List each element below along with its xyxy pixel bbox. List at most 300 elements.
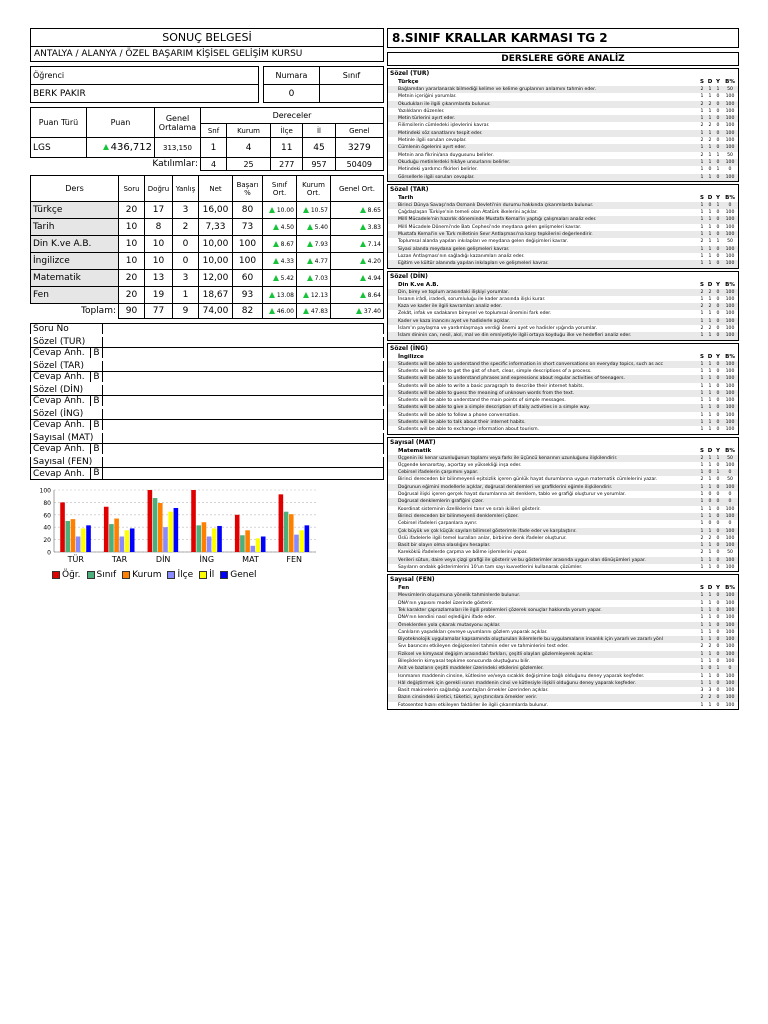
y-value: 1 bbox=[716, 202, 720, 208]
section-tag: Sayısal (MAT) bbox=[390, 438, 436, 446]
s-value: 1 bbox=[700, 412, 704, 418]
d-value: 1 bbox=[708, 376, 712, 382]
answer-key-values bbox=[103, 420, 384, 432]
b-percent: 50 bbox=[727, 550, 733, 556]
cell-kurum-wrap bbox=[297, 253, 331, 270]
cell-genel-wrap bbox=[331, 202, 384, 219]
b-percent: 100 bbox=[725, 94, 735, 100]
y-value: 0 bbox=[716, 123, 720, 129]
y-value: 0 bbox=[716, 130, 720, 136]
outcome-text: Fiziksel ve kimyasal değişim arasındaki farkları, çeşitli olayları gözlemleyerek açıklar. bbox=[398, 651, 594, 657]
outcome-text: Millî Mücadele Dönemi'nde Batı Cephesi'nde meydana gelen gelişmeleri kavrar. bbox=[398, 224, 582, 230]
b-percent: 100 bbox=[725, 659, 735, 664]
answer-key-label: Cevap Anh. bbox=[33, 468, 85, 479]
answer-key-values bbox=[103, 372, 384, 384]
cell-kurum-wrap bbox=[297, 270, 331, 287]
score-avg-header: Genel Ortalama bbox=[155, 108, 201, 138]
list-item bbox=[388, 209, 738, 216]
outcome-text: Cümlenin ögelerini ayırt eder. bbox=[398, 145, 467, 151]
d-value: 1 bbox=[708, 506, 712, 512]
b-percent: 100 bbox=[725, 462, 735, 468]
s-value: 2 bbox=[700, 152, 704, 158]
score-type: LGS bbox=[31, 138, 87, 158]
col-header: B% bbox=[725, 79, 735, 85]
up-arrow-icon bbox=[307, 224, 313, 230]
bar-Genel bbox=[305, 525, 310, 552]
col-header: D bbox=[707, 79, 713, 85]
s-value: 1 bbox=[700, 261, 704, 267]
s-value: 1 bbox=[700, 506, 704, 512]
b-percent: 100 bbox=[725, 296, 735, 302]
d-value: 1 bbox=[708, 311, 712, 317]
rank-snf: 1 bbox=[201, 138, 227, 158]
bar-İlçe bbox=[76, 537, 81, 553]
list-item bbox=[388, 614, 738, 621]
legend-swatch bbox=[52, 571, 60, 579]
rank-genel-header: Genel bbox=[335, 124, 383, 138]
section-header bbox=[388, 353, 738, 361]
answer-section-label: Sözel (DİN) bbox=[31, 384, 103, 396]
cell-genel: 8.65 bbox=[367, 206, 381, 214]
d-value: 1 bbox=[708, 217, 712, 223]
d-value: 1 bbox=[708, 600, 712, 606]
d-value: 1 bbox=[708, 557, 712, 563]
list-item bbox=[388, 643, 738, 650]
cell-dogru: 19 bbox=[145, 287, 173, 304]
booklet-letter: B bbox=[90, 468, 102, 479]
s-value: 1 bbox=[700, 702, 704, 708]
answer-key-label-cell bbox=[31, 468, 103, 480]
col-header: B% bbox=[725, 585, 735, 592]
cell-kurum: 10.57 bbox=[310, 206, 328, 214]
b-percent: 100 bbox=[725, 484, 735, 490]
legend-item bbox=[122, 570, 161, 580]
list-item bbox=[388, 152, 738, 159]
legend-swatch bbox=[122, 571, 130, 579]
list-item bbox=[388, 528, 738, 535]
answer-key-label-cell bbox=[31, 348, 103, 360]
d-value: 1 bbox=[708, 427, 712, 433]
s-value: 1 bbox=[700, 607, 704, 613]
d-value: 1 bbox=[708, 239, 712, 245]
section-header bbox=[388, 78, 738, 86]
list-item bbox=[388, 498, 738, 505]
outcome-text: Toplumsal alanda yapılan inkılapları ve meydana gelen değişimleri kavrar. bbox=[398, 239, 569, 245]
bar-İl bbox=[81, 528, 86, 552]
d-value: 1 bbox=[708, 477, 712, 483]
y-value: 0 bbox=[716, 224, 720, 230]
s-value: 1 bbox=[700, 543, 704, 549]
answer-key-values bbox=[103, 468, 384, 480]
cell-genel-wrap bbox=[331, 287, 384, 304]
list-item bbox=[388, 412, 738, 419]
legend-label: Sınıf bbox=[96, 570, 117, 580]
col-header: Y bbox=[716, 281, 720, 288]
d-value: 1 bbox=[708, 94, 712, 100]
right-column bbox=[387, 28, 739, 710]
d-value: 1 bbox=[708, 261, 712, 267]
s-value: 2 bbox=[700, 138, 704, 144]
rank-genel: 3279 bbox=[335, 138, 383, 158]
b-percent: 100 bbox=[725, 318, 735, 324]
d-value: 2 bbox=[708, 304, 712, 310]
b-percent: 0 bbox=[728, 492, 732, 498]
outcome-text: Bağlamdan yararlanarak bilmediği kelime ve kelime gruplarının anlamını tahmin eder. bbox=[398, 87, 597, 92]
student-label: Öğrenci bbox=[31, 67, 259, 85]
total-basari: 82 bbox=[233, 304, 263, 319]
outcome-text: Cebirsel ifadelerin çarpımını yapar. bbox=[398, 470, 479, 476]
d-value: 1 bbox=[708, 593, 712, 599]
cell-dogru: 10 bbox=[145, 236, 173, 253]
col-header: D bbox=[707, 281, 713, 288]
cell-sinif: 8.67 bbox=[280, 240, 294, 248]
total-genel: 37.40 bbox=[363, 307, 381, 315]
up-arrow-icon bbox=[273, 275, 279, 281]
d-value: 1 bbox=[708, 412, 712, 418]
y-tick-label: 40 bbox=[43, 524, 51, 532]
outcome-text: Basit makinelerin sağladığı avantajları örnekler üzerinden açıklar. bbox=[398, 688, 549, 694]
b-percent: 50 bbox=[727, 477, 733, 483]
outcome-text: Asit ve bazların çeşitli maddeler üzerindeki etkilerini gözlemler. bbox=[398, 666, 544, 672]
bar-Öğr. bbox=[235, 515, 240, 552]
cell-net: 10,00 bbox=[199, 236, 233, 253]
up-arrow-icon bbox=[360, 224, 366, 230]
total-net: 74,00 bbox=[199, 304, 233, 319]
score-type-header: Puan Türü bbox=[31, 108, 87, 138]
outcome-text: Kader ve kaza inancını ayet ve hadislerle açıklar. bbox=[398, 318, 511, 324]
bar-Öğr. bbox=[191, 490, 196, 552]
cell-sinif-wrap bbox=[263, 287, 297, 304]
up-arrow-icon bbox=[360, 292, 366, 298]
list-item bbox=[388, 397, 738, 404]
up-arrow-icon bbox=[307, 241, 313, 247]
bar-Sınıf bbox=[153, 498, 158, 552]
b-percent: 100 bbox=[725, 108, 735, 114]
b-percent: 0 bbox=[728, 521, 732, 527]
col-header: D bbox=[707, 353, 713, 360]
answer-section-row bbox=[31, 360, 384, 372]
outcome-text: Zekât, infak ve sadakanın bireysel ve toplumsal önemini fark eder. bbox=[398, 311, 552, 317]
d-value: 2 bbox=[708, 695, 712, 701]
h-ders: Ders bbox=[31, 176, 119, 202]
list-item bbox=[388, 702, 738, 709]
y-value: 0 bbox=[716, 688, 720, 694]
cell-kurum: 7.03 bbox=[314, 274, 328, 282]
s-value: 1 bbox=[700, 673, 704, 679]
cell-soru: 20 bbox=[119, 287, 145, 304]
x-tick-label: DİN bbox=[155, 555, 171, 564]
up-arrow-icon bbox=[307, 258, 313, 264]
s-value: 1 bbox=[700, 390, 704, 396]
cell-net: 18,67 bbox=[199, 287, 233, 304]
outcome-text: İnsanın irâdî, iradedi, sorumluluğu ile kader arasında ilişki kurar. bbox=[398, 296, 546, 302]
outcome-text: Birinci Dünya Savaşı'nda Osmanlı Devleti'nin durumu hakkında çıkarımlarda bulunur. bbox=[398, 202, 594, 208]
col-header: Y bbox=[716, 353, 720, 360]
s-value: 1 bbox=[700, 680, 704, 686]
y-value: 0 bbox=[716, 637, 720, 643]
col-header: B% bbox=[725, 447, 735, 454]
answer-section-label: Sayısal (FEN) bbox=[31, 456, 103, 468]
list-item bbox=[388, 93, 738, 100]
list-item bbox=[388, 687, 738, 694]
list-item bbox=[388, 159, 738, 166]
exam-title: 8.SINIF KRALLAR KARMASI TG 2 bbox=[387, 28, 739, 48]
outcome-text: Doğrusal ilişki içeren gerçek hayat durumlarına ait denklem, tablo ve grafiği oluşturur ve yorumlar. bbox=[398, 492, 626, 498]
outcome-text: Mevsimlerin oluşumuna yönelik tahminlerde bulunur. bbox=[398, 593, 521, 599]
d-value: 1 bbox=[708, 405, 712, 411]
list-item bbox=[388, 224, 738, 231]
s-value: 2 bbox=[700, 101, 704, 107]
outcome-text: Üçgende kenarortay, açıortay ve yüksekliği inşa eder. bbox=[398, 462, 522, 468]
cell-genel: 4.94 bbox=[367, 274, 381, 282]
outcome-text: Doğrusal denklemlerin grafiğini çizer. bbox=[398, 499, 484, 505]
cell-basari: 80 bbox=[233, 202, 263, 219]
up-arrow-icon bbox=[303, 292, 309, 298]
outcome-text: Hâl değiştirmek için gerekli ısının maddenin cinsi ve kütlesiyle ilişkili olduğunu deney yaparak keşfeder. bbox=[398, 680, 637, 686]
d-value: 1 bbox=[708, 152, 712, 158]
table-row bbox=[31, 270, 384, 287]
total-label: Toplam: bbox=[31, 304, 119, 319]
answer-key-label-cell bbox=[31, 396, 103, 408]
y-value: 0 bbox=[716, 116, 720, 122]
analysis-section bbox=[387, 184, 739, 269]
b-percent: 100 bbox=[725, 427, 735, 433]
up-arrow-icon bbox=[273, 258, 279, 264]
cell-net: 7,33 bbox=[199, 219, 233, 236]
outcome-text: Cebirsel ifadeleri çarpanlara ayırır. bbox=[398, 521, 478, 527]
total-sinif: 46.00 bbox=[276, 307, 294, 315]
answer-key-row bbox=[31, 396, 384, 408]
list-item bbox=[388, 332, 738, 339]
cell-genel-wrap bbox=[331, 270, 384, 287]
answer-key-label: Cevap Anh. bbox=[33, 396, 85, 406]
b-percent: 100 bbox=[725, 289, 735, 295]
score-table bbox=[30, 107, 384, 171]
s-value: 1 bbox=[700, 615, 704, 621]
cell-soru: 20 bbox=[119, 202, 145, 219]
y-value: 0 bbox=[716, 528, 720, 534]
s-value: 1 bbox=[700, 666, 704, 672]
y-value: 0 bbox=[716, 484, 720, 490]
cell-kurum: 5.40 bbox=[314, 223, 328, 231]
s-value: 1 bbox=[700, 167, 704, 173]
s-value: 1 bbox=[700, 600, 704, 606]
y-value: 0 bbox=[716, 326, 720, 332]
score-points-header: Puan bbox=[87, 108, 155, 138]
list-item bbox=[388, 557, 738, 564]
b-percent: 100 bbox=[725, 535, 735, 541]
y-value: 0 bbox=[716, 513, 720, 519]
b-percent: 100 bbox=[725, 637, 735, 643]
d-value: 1 bbox=[708, 629, 712, 635]
y-tick-label: 60 bbox=[43, 512, 51, 520]
b-percent: 100 bbox=[725, 398, 735, 404]
cell-kurum: 12.13 bbox=[310, 291, 328, 299]
list-item bbox=[388, 383, 738, 390]
answer-section-row bbox=[31, 432, 384, 444]
col-header: D bbox=[707, 194, 713, 201]
bar-Kurum bbox=[202, 522, 207, 552]
bar-Genel bbox=[174, 508, 179, 552]
b-percent: 100 bbox=[725, 565, 735, 571]
rank-kurum: 4 bbox=[226, 138, 270, 158]
d-value: 1 bbox=[708, 174, 712, 180]
y-value: 0 bbox=[716, 680, 720, 686]
list-item bbox=[388, 462, 738, 469]
s-value: 2 bbox=[700, 550, 704, 556]
d-value: 1 bbox=[708, 368, 712, 374]
list-item bbox=[388, 673, 738, 680]
answer-key-row bbox=[31, 444, 384, 456]
cell-sinif-wrap bbox=[263, 236, 297, 253]
outcome-text: Metin türlerini ayırt eder. bbox=[398, 116, 456, 122]
b-percent: 100 bbox=[725, 224, 735, 230]
b-percent: 100 bbox=[725, 557, 735, 563]
b-percent: 100 bbox=[725, 644, 735, 650]
b-percent: 0 bbox=[728, 470, 732, 476]
answer-key-row bbox=[31, 348, 384, 360]
b-percent: 100 bbox=[725, 600, 735, 606]
answer-section-row bbox=[31, 336, 384, 348]
bar-Sınıf bbox=[65, 521, 70, 552]
results-total-row bbox=[31, 304, 384, 319]
legend-item bbox=[87, 570, 117, 580]
b-percent: 100 bbox=[725, 615, 735, 621]
b-percent: 100 bbox=[725, 123, 735, 129]
x-tick-label: TAR bbox=[111, 555, 128, 564]
d-value: 1 bbox=[708, 246, 712, 252]
col-header: B% bbox=[725, 194, 735, 201]
section-tag: Sözel (TAR) bbox=[390, 185, 429, 193]
answer-key-label: Cevap Anh. bbox=[33, 348, 85, 358]
b-percent: 100 bbox=[725, 253, 735, 259]
d-value: 2 bbox=[708, 644, 712, 650]
d-value: 1 bbox=[708, 680, 712, 686]
student-name: BERK PAKIR bbox=[31, 85, 259, 103]
d-value: 1 bbox=[708, 607, 712, 613]
y-value: 0 bbox=[716, 261, 720, 267]
list-item bbox=[388, 607, 738, 614]
cell-kurum: 7.93 bbox=[314, 240, 328, 248]
cell-dogru: 10 bbox=[145, 253, 173, 270]
s-value: 1 bbox=[700, 333, 704, 339]
cell-net: 10,00 bbox=[199, 253, 233, 270]
list-item bbox=[388, 535, 738, 542]
y-value: 0 bbox=[716, 550, 720, 556]
d-value: 2 bbox=[708, 289, 712, 295]
y-value: 0 bbox=[716, 304, 720, 310]
section-tag: Sözel (İNG) bbox=[390, 344, 428, 352]
s-value: 1 bbox=[700, 593, 704, 599]
rank-ilce: 11 bbox=[271, 138, 303, 158]
booklet-letter: B bbox=[90, 444, 102, 454]
course-name: Matematik bbox=[398, 447, 432, 454]
list-item bbox=[388, 404, 738, 411]
b-percent: 100 bbox=[725, 528, 735, 534]
y-value: 0 bbox=[716, 419, 720, 425]
outcome-text: Kareköklü ifadelerde çarpma ve bölme işlemlerini yapar. bbox=[398, 550, 528, 556]
y-value: 0 bbox=[716, 543, 720, 549]
y-value: 0 bbox=[716, 557, 720, 563]
s-value: 1 bbox=[700, 232, 704, 238]
y-value: 0 bbox=[716, 673, 720, 679]
x-tick-label: MAT bbox=[242, 555, 259, 564]
y-value: 0 bbox=[716, 600, 720, 606]
section-header bbox=[388, 281, 738, 289]
d-value: 1 bbox=[708, 361, 712, 367]
b-percent: 100 bbox=[725, 651, 735, 657]
answer-section-label: Sözel (İNG) bbox=[31, 408, 103, 420]
cell-dogru: 8 bbox=[145, 219, 173, 236]
bar-Sınıf bbox=[109, 524, 114, 552]
d-value: 0 bbox=[708, 167, 712, 173]
number-label: Numara bbox=[264, 67, 320, 85]
outcome-text: Siyasi alanda meydana gelen gelişmeleri kavrar. bbox=[398, 246, 510, 252]
legend-label: Öğr. bbox=[62, 570, 81, 580]
outcome-text: Lozan Antlaşması'nın sağladığı kazanımları analiz eder. bbox=[398, 253, 525, 259]
rank-il-header: İl bbox=[303, 124, 335, 138]
bar-Kurum bbox=[158, 503, 163, 552]
up-arrow-icon bbox=[356, 308, 362, 314]
cell-kurum-wrap bbox=[297, 236, 331, 253]
b-percent: 100 bbox=[725, 405, 735, 411]
s-value: 2 bbox=[700, 455, 704, 461]
s-value: 1 bbox=[700, 368, 704, 374]
section-tag: Sözel (TUR) bbox=[390, 70, 430, 77]
s-value: 1 bbox=[700, 398, 704, 404]
col-header: Y bbox=[716, 585, 720, 592]
analysis-section bbox=[387, 68, 739, 182]
y-value: 0 bbox=[716, 108, 720, 114]
list-item bbox=[388, 636, 738, 643]
col-header: B% bbox=[725, 281, 735, 288]
bar-İl bbox=[256, 538, 261, 552]
answer-key-label: Cevap Anh. bbox=[33, 420, 85, 430]
score-avg: 313,150 bbox=[155, 138, 201, 158]
y-value: 0 bbox=[716, 405, 720, 411]
booklet-letter: B bbox=[90, 420, 102, 430]
outcome-text: Metindeki yardımcı fikirleri belirler. bbox=[398, 167, 478, 173]
section-tag: Sözel (DİN) bbox=[390, 272, 428, 280]
y-value: 0 bbox=[716, 217, 720, 223]
list-item bbox=[388, 455, 738, 462]
outcome-text: Metinle ilgili soruları cevaplar. bbox=[398, 138, 467, 144]
col-header: Y bbox=[716, 194, 720, 201]
b-percent: 100 bbox=[725, 383, 735, 389]
d-value: 0 bbox=[708, 202, 712, 208]
b-percent: 100 bbox=[725, 412, 735, 418]
cell-genel-wrap bbox=[331, 219, 384, 236]
rank-il: 45 bbox=[303, 138, 335, 158]
up-arrow-icon bbox=[273, 224, 279, 230]
s-value: 1 bbox=[700, 405, 704, 411]
course-name: Fen bbox=[398, 585, 410, 592]
s-value: 1 bbox=[700, 202, 704, 208]
cell-ders: Fen bbox=[31, 287, 119, 304]
list-item bbox=[388, 469, 738, 476]
answer-key-row bbox=[31, 468, 384, 480]
cell-yanlis: 3 bbox=[173, 202, 199, 219]
analysis-section bbox=[387, 437, 739, 573]
cell-genel-wrap bbox=[331, 236, 384, 253]
up-arrow-icon bbox=[360, 207, 366, 213]
chart-area bbox=[30, 486, 384, 596]
d-value: 1 bbox=[708, 116, 712, 122]
b-percent: 100 bbox=[725, 159, 735, 165]
x-tick-label: TÜR bbox=[67, 555, 84, 564]
s-value: 1 bbox=[700, 521, 704, 527]
d-value: 1 bbox=[708, 455, 712, 461]
